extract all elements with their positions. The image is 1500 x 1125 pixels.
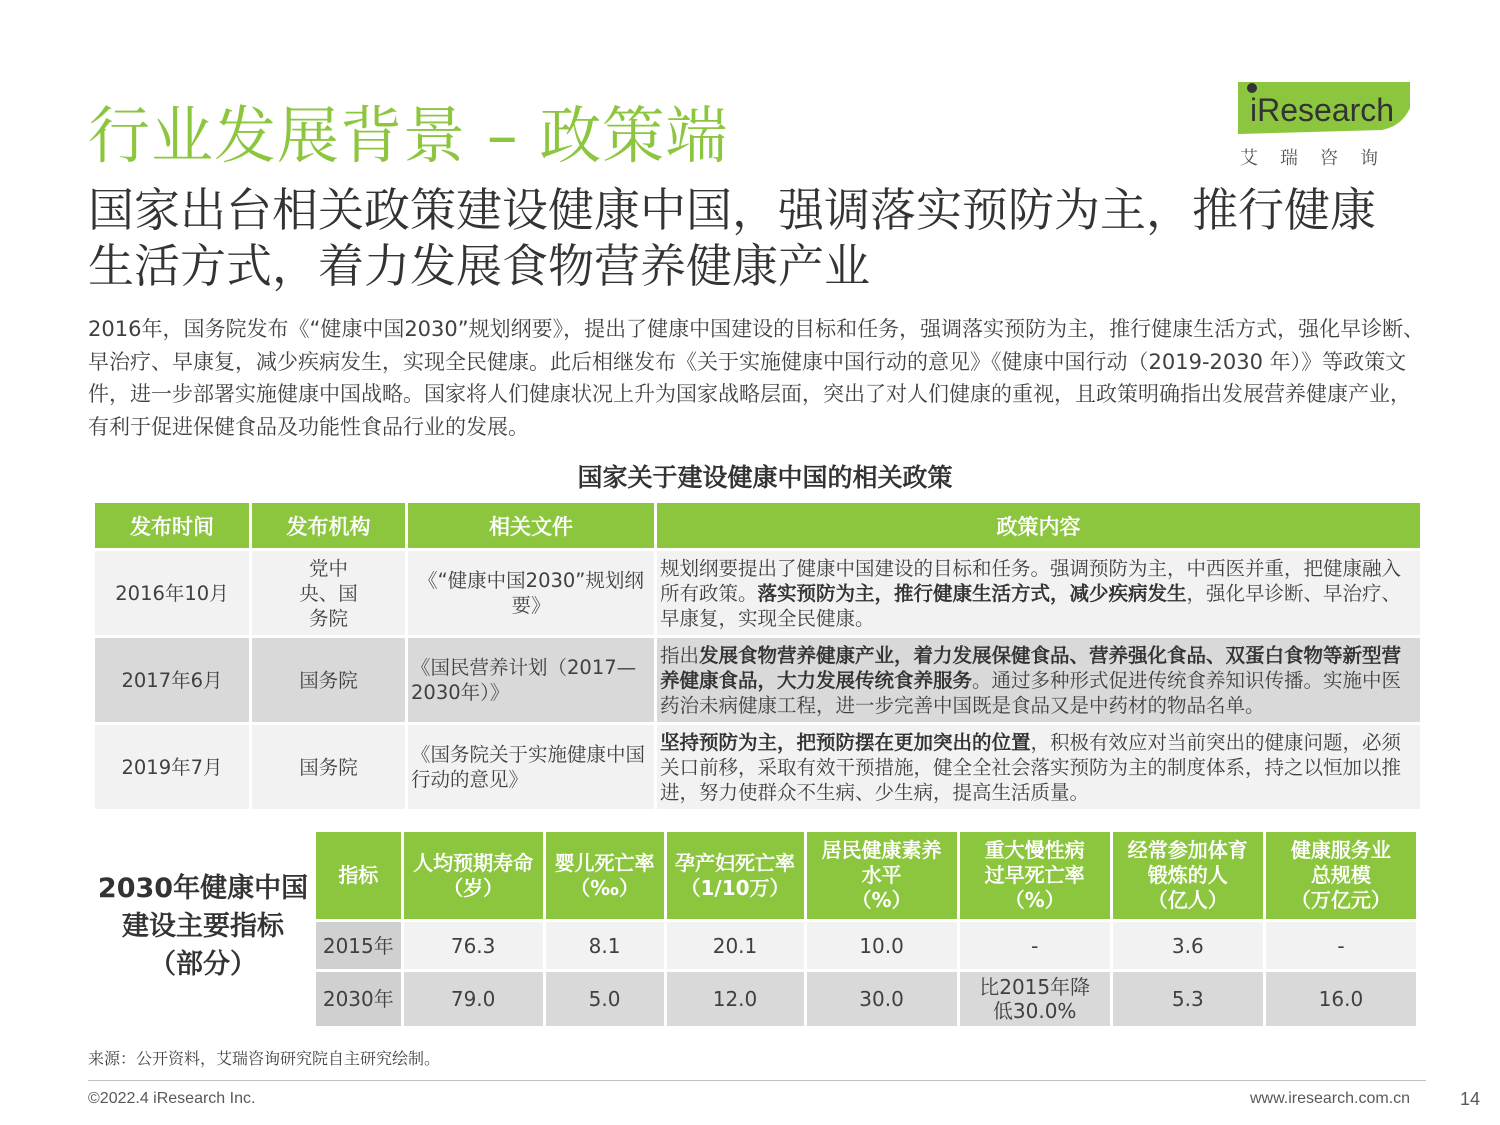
header-document: 相关文件 bbox=[408, 503, 654, 548]
indicator-year: 2030年 bbox=[316, 972, 401, 1026]
header-health-literacy: 居民健康素养 水平 （%） bbox=[807, 832, 957, 919]
policy-agency: 党中央、国务院 bbox=[252, 551, 405, 635]
header-health-service-scale: 健康服务业 总规模 （万亿元） bbox=[1266, 832, 1416, 919]
policy-agency: 国务院 bbox=[252, 725, 405, 809]
website-link[interactable]: www.iresearch.com.cn bbox=[1250, 1090, 1411, 1107]
indicator-value: 79.0 bbox=[404, 972, 543, 1026]
policy-date: 2017年6月 bbox=[95, 638, 249, 722]
header-agency: 发布机构 bbox=[252, 503, 405, 548]
policy-table bbox=[92, 500, 1423, 812]
page-number: 14 bbox=[1460, 1089, 1481, 1109]
indicator-value: 比2015年降低30.0% bbox=[960, 972, 1110, 1026]
logo-wordmark: iResearch bbox=[1250, 92, 1395, 128]
header-exercise-population: 经常参加体育 锻炼的人 （亿人） bbox=[1113, 832, 1263, 919]
table-row bbox=[95, 638, 1420, 722]
header-release-date: 发布时间 bbox=[95, 503, 249, 548]
logo-chinese-name: 艾瑞咨询 bbox=[1240, 148, 1400, 169]
table-row bbox=[316, 972, 1416, 1026]
indicator-value: 3.6 bbox=[1113, 922, 1263, 969]
header-indicator: 指标 bbox=[316, 832, 401, 919]
indicator-value: 10.0 bbox=[807, 922, 957, 969]
page-title: 行业发展背景 – 政策端 bbox=[88, 99, 729, 172]
indicator-table bbox=[313, 829, 1419, 1029]
policy-document: 《“健康中国2030”规划纲要》 bbox=[408, 551, 654, 635]
indicator-table-header bbox=[316, 832, 1416, 919]
policy-date: 2019年7月 bbox=[95, 725, 249, 809]
iresearch-logo bbox=[1232, 78, 1424, 170]
policy-table-header bbox=[95, 503, 1420, 548]
header-infant-mortality: 婴儿死亡率 （‰） bbox=[546, 832, 664, 919]
indicator-value: 76.3 bbox=[404, 922, 543, 969]
source-note: 来源：公开资料，艾瑞咨询研究院自主研究绘制。 bbox=[88, 1049, 441, 1068]
header-maternal-mortality: 孕产妇死亡率 （1/10万） bbox=[667, 832, 804, 919]
indicator-year: 2015年 bbox=[316, 922, 401, 969]
footer-divider bbox=[88, 1080, 1426, 1081]
header-content: 政策内容 bbox=[657, 503, 1420, 548]
policy-agency: 国务院 bbox=[252, 638, 405, 722]
indicator-table-label: 2030年健康中国建设主要指标（部分） bbox=[97, 873, 309, 980]
indicator-value: 16.0 bbox=[1266, 972, 1416, 1026]
table-row bbox=[95, 725, 1420, 809]
indicator-value: 20.1 bbox=[667, 922, 804, 969]
page-subtitle: 国家出台相关政策建设健康中国，强调落实预防为主，推行健康生活方式，着力发展食物营养健康产业 bbox=[88, 183, 1376, 293]
indicator-value: 5.3 bbox=[1113, 972, 1263, 1026]
policy-content: 坚持预防为主，把预防摆在更加突出的位置，积极有效应对当前突出的健康问题，必须关口前移，采取有效干预措施，健全全社会落实预防为主的制度体系，持之以恒加以推进，努力使群众不生病、少生病，提高生活质量。 bbox=[657, 725, 1420, 809]
indicator-value: - bbox=[1266, 922, 1416, 969]
indicator-value: 30.0 bbox=[807, 972, 957, 1026]
policy-date: 2016年10月 bbox=[95, 551, 249, 635]
table-row bbox=[95, 551, 1420, 635]
indicator-value: 8.1 bbox=[546, 922, 664, 969]
policy-document: 《国民营养计划（2017—2030年）》 bbox=[408, 638, 654, 722]
indicator-value: - bbox=[960, 922, 1110, 969]
intro-paragraph: 2016年，国务院发布《“健康中国2030”规划纲要》，提出了健康中国建设的目标和任务，强调落实预防为主，推行健康生活方式，强化早诊断、早治疗、早康复，减少疾病发生，实现全民健康。此后相继发布《关于实施健康中国行动的意见》《健康中国行动（2019-2030 年）》等政策文件，进一步部署实施健康中国战略。国家将人们健康状况上升为国家战略层面，突出了对人们健康的重视，且政策明确指出发展营养健康产业，有利于促进保健食品及功能性食品行业的发展。 bbox=[88, 317, 1425, 439]
policy-table-title: 国家关于建设健康中国的相关政策 bbox=[577, 463, 953, 492]
indicator-value: 5.0 bbox=[546, 972, 664, 1026]
policy-content: 指出发展食物营养健康产业，着力发展保健食品、营养强化食品、双蛋白食物等新型营养健康食品，大力发展传统食养服务。通过多种形式促进传统食养知识传播。实施中医药治未病健康工程，进一步完善中国既是食品又是中药材的物品名单。 bbox=[657, 638, 1420, 722]
policy-content: 规划纲要提出了健康中国建设的目标和任务。强调预防为主，中西医并重，把健康融入所有政策。落实预防为主，推行健康生活方式，减少疾病发生，强化早诊断、早治疗、早康复，实现全民健康。 bbox=[657, 551, 1420, 635]
header-chronic-disease-mortality: 重大慢性病 过早死亡率 （%） bbox=[960, 832, 1110, 919]
policy-document: 《国务院关于实施健康中国行动的意见》 bbox=[408, 725, 654, 809]
header-life-expectancy: 人均预期寿命 （岁） bbox=[404, 832, 543, 919]
table-row bbox=[316, 922, 1416, 969]
copyright: ©2022.4 iResearch Inc. bbox=[88, 1090, 256, 1107]
indicator-value: 12.0 bbox=[667, 972, 804, 1026]
